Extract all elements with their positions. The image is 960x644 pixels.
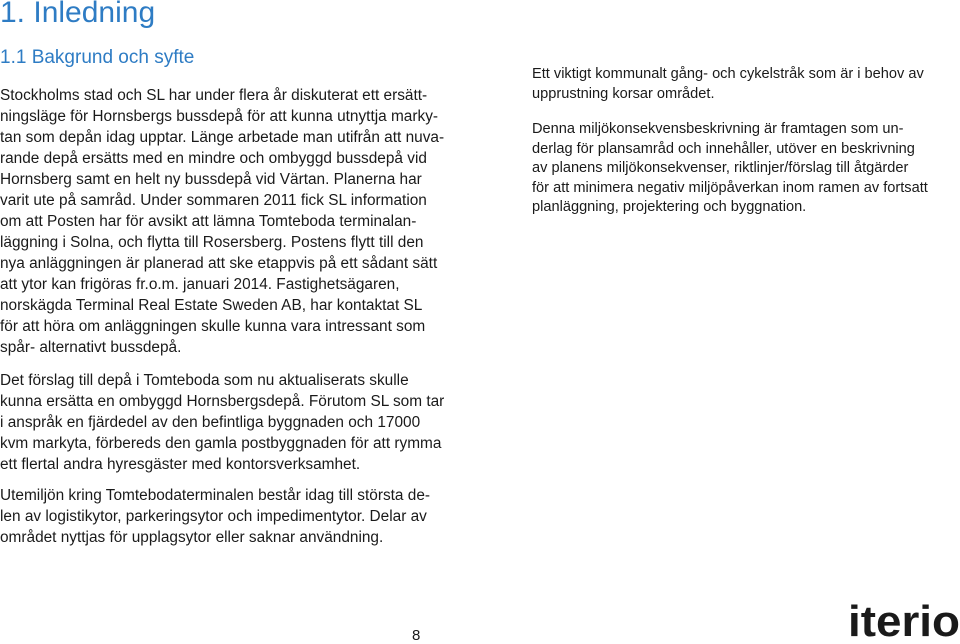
text-line: Ett viktigt kommunalt gång- och cykelstråk som är i behov av — [532, 66, 924, 82]
text-line: spår- alternativt bussdepå. — [0, 339, 182, 356]
text-line: av planens miljökonsekvenser, riktlinjer/förslag till åtgärder — [532, 160, 909, 176]
chapter-heading: 1. Inledning — [0, 0, 156, 29]
text-line: Denna miljökonsekvensbeskrivning är framtagen som un- — [532, 121, 904, 137]
text-line: kunna ersätta en ombyggd Hornsbergsdepå. Förutom SL som tar — [0, 393, 445, 410]
text-line: ett flertal andra hyresgäster med kontorsverksamhet. — [0, 456, 361, 473]
text-line: läggning i Solna, och flytta till Rosersberg. Postens flytt till den — [0, 234, 424, 251]
left-paragraph-1 — [0, 85, 452, 358]
left-paragraph-2 — [0, 370, 452, 475]
logo-text: iterio — [848, 597, 960, 643]
text-line: planläggning, projektering och byggnation. — [532, 199, 807, 215]
text-line: för att höra om anläggningen skulle kunna vara intressant som — [0, 318, 426, 335]
text-line: om att Posten har för avsikt att lämna Tomteboda terminalan- — [0, 213, 417, 230]
text-line: rande depå ersätts med en mindre och ombyggd bussdepå vid — [0, 150, 427, 167]
page-number: 8 — [412, 627, 421, 644]
text-line: varit ute på samråd. Under sommaren 2011 fick SL information — [0, 192, 427, 209]
text-line: norskägda Terminal Real Estate Sweden AB, har kontaktat SL — [0, 297, 423, 314]
text-line: len av logistikytor, parkeringsytor och impedimentytor. Delar av — [0, 508, 427, 525]
text-line: att ytor kan frigöras fr.o.m. januari 2014. Fastighetsägaren, — [0, 276, 400, 293]
text-line: Stockholms stad och SL har under flera år diskuterat ett ersätt- — [0, 87, 428, 104]
iterio-logo — [848, 596, 960, 643]
left-paragraph-3 — [0, 485, 452, 548]
text-line: området nyttjas för upplagsytor eller saknar användning. — [0, 529, 384, 546]
right-paragraph-1 — [532, 65, 960, 104]
text-line: tan som depån idag upptar. Länge arbetade man utifrån att nuva- — [0, 129, 445, 146]
text-line: för att minimera negativ miljöpåverkan inom ramen av fortsatt — [532, 179, 928, 196]
text-line: i anspråk en fjärdedel av den befintliga byggnaden och 17000 — [0, 414, 421, 431]
text-line: Utemiljön kring Tomtebodaterminalen består idag till största de- — [0, 487, 431, 504]
text-line: Hornsberg samt en helt ny bussdepå vid Värtan. Planerna har — [0, 171, 422, 188]
text-line: kvm markyta, förbereds den gamla postbyggnaden för att rymma — [0, 435, 442, 452]
text-line: Det förslag till depå i Tomteboda som nu aktualiserats skulle — [0, 372, 409, 389]
section-heading: 1.1 Bakgrund och syfte — [0, 47, 195, 68]
text-line: upprustning korsar området. — [532, 85, 715, 102]
text-line: nya anläggningen är planerad att ske etappvis på ett sådant sätt — [0, 255, 438, 272]
text-line: ningsläge för Hornsbergs bussdepå för att kunna utnyttja marky- — [0, 108, 439, 125]
right-paragraph-2 — [532, 120, 960, 218]
text-line: derlag för plansamråd och innehåller, utöver en beskrivning — [532, 140, 915, 157]
